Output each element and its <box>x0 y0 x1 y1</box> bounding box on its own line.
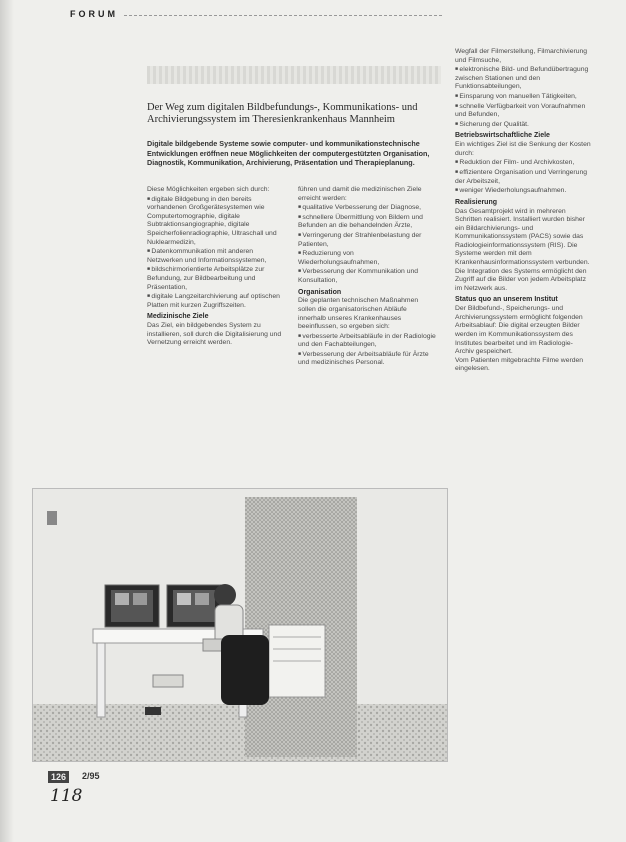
paragraph: Der Bildbefund-, Speicherungs- und Archivierungssystem ermöglicht folgenden Arbeitsablauf: Die digital erzeugten Bilder werden im Kommunikationssystem des Institutes bearbeitet und im Radiologie-Archiv gespeichert. <box>455 305 583 356</box>
subheading: Betriebswirtschaftliche Ziele <box>455 132 550 140</box>
bullet-item: ■ verbesserte Arbeitsabläufe in der Radiologie und den Fachabteilungen, <box>298 332 436 350</box>
subheading: Status quo an unserem Institut <box>455 296 558 304</box>
paragraph: Vom Patienten mitgebrachte Filme werden eingelesen. <box>455 356 584 373</box>
bullet-item: ■ qualitative Verbesserung der Diagnose, <box>298 203 436 213</box>
bullet-item: ■ Reduktion der Film- und Archivkosten, <box>455 158 591 168</box>
paragraph: führen und damit die medizinischen Ziele erreicht werden: <box>298 186 422 202</box>
text-column-1 <box>147 186 285 348</box>
bullet-item: ■ Verbesserung der Arbeitsabläufe für Ärzte und medizinisches Personal. <box>298 350 436 368</box>
bullet-item: ■ Einsparung von manuellen Tätigkeiten, <box>455 92 591 102</box>
header-rule <box>124 15 442 16</box>
bullet-item: ■ Verbesserung der Kommunikation und Konsultation, <box>298 267 436 285</box>
paragraph: Diese Möglichkeiten ergeben sich durch: <box>147 186 270 193</box>
paragraph: Wegfall der Filmerstellung, Filmarchivierung und Filmsuche, <box>455 48 588 64</box>
bullet-item: ■ Sicherung der Qualität. <box>455 120 591 130</box>
workstation-photo-drawing <box>33 489 447 761</box>
paragraph: Die geplanten technischen Maßnahmen sollen die organisatorischen Abläufe innerhalb unseres Krankenhauses beeinflussen, so ergeben sich: <box>298 297 419 331</box>
faded-heading-bar <box>147 66 441 84</box>
section-header: FORUM <box>70 9 118 19</box>
text-column-3 <box>455 48 591 374</box>
bullet-item: ■ effizientere Organisation und Verringerung der Arbeitszeit, <box>455 168 591 186</box>
bullet-item: ■ Reduzierung von Wiederholungsaufnahmen, <box>298 249 436 267</box>
bullet-item: ■ Datenkommunikation mit anderen Netzwerken und Informationssystemen, <box>147 247 285 265</box>
bullet-item: ■ schnelle Verfügbarkeit von Voraufnahmen und Befunden, <box>455 102 591 120</box>
text-column-2 <box>298 186 436 368</box>
handwritten-page-number: 118 <box>50 786 83 806</box>
subheading: Realisierung <box>455 198 498 206</box>
page-number: 126 <box>48 771 69 783</box>
bullet-item: ■ Verringerung der Strahlenbelastung der Patienten, <box>298 231 436 249</box>
article-title: Der Weg zum digitalen Bildbefundungs-, Kommunikations- und Archivierungssystem im Theresienkrankenhaus Mannheim <box>147 102 418 125</box>
bullet-item: ■ elektronische Bild- und Befundübertragung zwischen Stationen und den Funktionsabteilungen, <box>455 65 591 92</box>
paragraph: Ein wichtiges Ziel ist die Senkung der Kosten durch: <box>455 141 591 157</box>
bullet-item: ■ schnellere Übermittlung von Bildern und Befunden an die behandelnden Ärzte, <box>298 213 436 231</box>
subheading: Organisation <box>298 288 342 296</box>
subheading: Medizinische Ziele <box>147 313 209 321</box>
bullet-item: ■ weniger Wiederholungsaufnahmen. <box>455 186 591 196</box>
scan-edge <box>0 0 14 842</box>
workstation-photo <box>32 488 448 762</box>
bullet-item: ■ digitale Langzeitarchivierung auf optischen Platten mit kurzen Zugriffszeiten. <box>147 292 285 310</box>
bullet-item: ■ digitale Bildgebung in den bereits vorhandenen Großgerätesystemen wie Computertomographie, digitale Subtraktionsangiographie, digitale Speicherfolienradiographie, Ultraschall und Nuklearmedizin, <box>147 195 285 248</box>
bullet-item: ■ bildschirmorientierte Arbeitsplätze zur Befundung, zur Bildbearbeitung und Präsentation, <box>147 265 285 292</box>
issue-number: 2/95 <box>82 771 100 781</box>
paragraph: Das Ziel, ein bildgebendes System zu installieren, soll durch die Digitalisierung und Vernetzung erreicht werden. <box>147 322 282 347</box>
paragraph: Das Gesamtprojekt wird in mehreren Schritten realisiert. Installiert wurden bisher ein Bildarchivierungs- und Kommunikationssystem (PACS) sowie das Radiologieinformationssystem (RIS). Die Systeme werden mit dem Krankenhausinformationssystem verbunden. Die Integration des Systems ermöglicht den Zugriff auf die Bilder von jedem Arbeitsplatz im Netzwerk aus. <box>455 207 590 292</box>
article-intro: Digitale bildgebende Systeme sowie computer- und kommunikationstechnische Entwicklungen eröffnen neue Möglichkeiten der computergestützten Organisation, Diagnostik, Kommunikation, Archivierung, Präsentation und Therapieplanung. <box>147 139 430 167</box>
